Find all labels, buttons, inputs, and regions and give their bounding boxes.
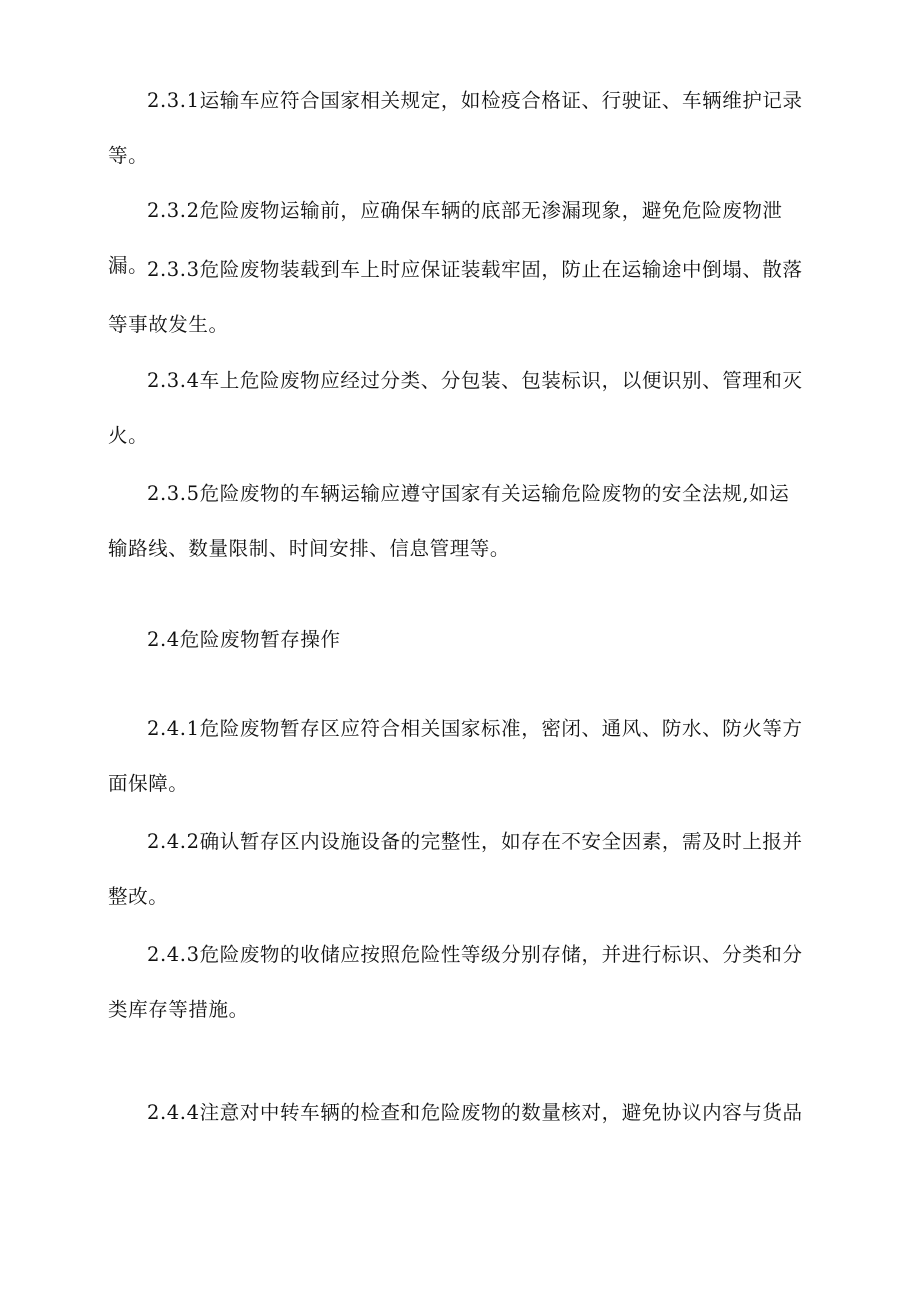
paragraph-2-4-4: 2.4.4注意对中转车辆的检查和危险废物的数量核对，避免协议内容与货品 [147, 1101, 803, 1124]
paragraph-2-4-2: 2.4.2确认暂存区内设施设备的完整性，如存在不安全因素，需及时上报并整改。 [108, 830, 803, 908]
section-heading-2-4: 2.4危险废物暂存操作 [147, 628, 341, 651]
paragraph-2-3-3: 2.3.3危险废物装载到车上时应保证装载牢固，防止在运输途中倒塌、散落等事故发生。 [108, 258, 803, 336]
paragraph-2-3-5: 2.3.5危险废物的车辆运输应遵守国家有关运输危险废物的安全法规,如运输路线、数量限制、时间安排、信息管理等。 [108, 482, 790, 560]
paragraph-2-4-3: 2.4.3危险废物的收储应按照危险性等级分别存储，并进行标识、分类和分类库存等措施。 [108, 943, 803, 1021]
paragraph-2-3-2: 2.3.2危险废物运输前，应确保车辆的底部无渗漏现象，避免危险废物泄漏。 [108, 199, 783, 277]
paragraph-2-3-4: 2.3.4车上危险废物应经过分类、分包装、包装标识，以便识别、管理和灭火。 [108, 369, 803, 447]
paragraph-2-4-1: 2.4.1危险废物暂存区应符合相关国家标准，密闭、通风、防水、防火等方面保障。 [108, 717, 803, 795]
paragraph-2-3-1: 2.3.1运输车应符合国家相关规定，如检疫合格证、行驶证、车辆维护记录等。 [108, 89, 803, 167]
